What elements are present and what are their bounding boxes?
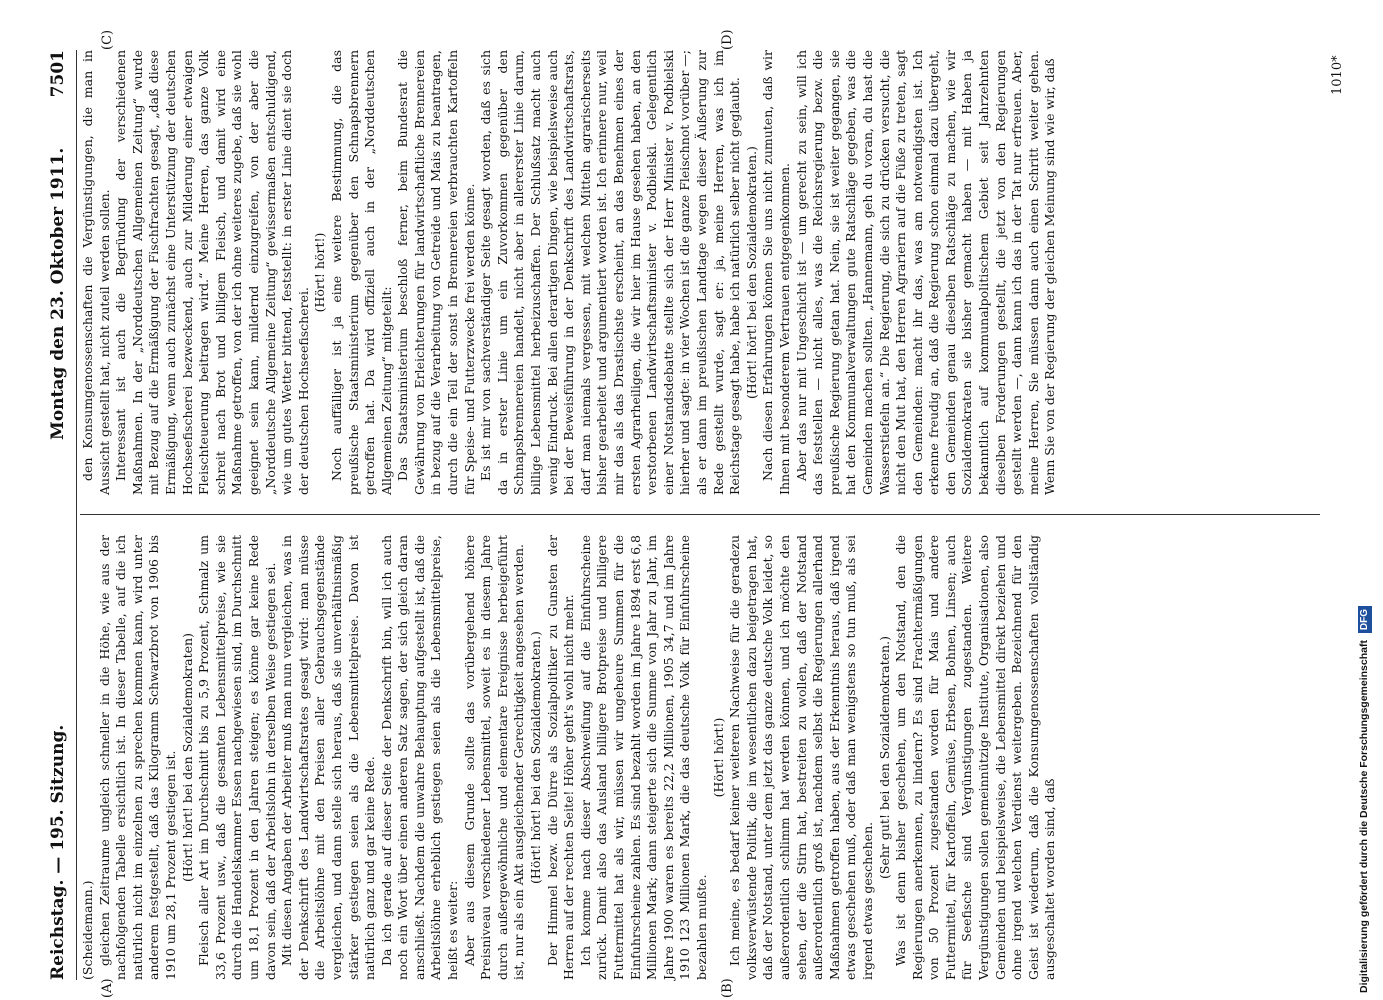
interjection: (Hört! hört!) [312,232,328,313]
header-rule [76,50,77,980]
paragraph: Was ist denn bisher geschehen, um den Notstand, den die Regierungen anerkennen, zu lindern? Es sind Frachtermäßigungen von 50 Prozent zugestanden worden für Mais und andere Futtermittel, für Kartoffeln, Gemüse, Erbsen, Bohnen, Linsen; auch für Seefische sind Vergünstigungen zugestanden. Weitere Vergünstigungen sollen gemeinnützige Institute, Organisationen, also Gemeinden und beispielsweise, die Lebensmittel direkt beziehen und ohne irgend welchen Verdienst weitergeben. Bezeichnend für den Geist ist wiederum, daß die Konsumgenossenschaften vollständig ausgeschaltet worden sind, daß [893,535,1058,980]
paragraph: Der Himmel bezw. die Dürre als Sozialpolitiker zu Gunsten der Herren auf der rechten Seite! Höher geht's wohl nicht mehr. [544,535,577,980]
paragraph: Ich meine, es bedarf keiner weiteren Nachweise für die geradezu volksverwüstende Politik, die im wesentlichen dazu beigetragen hat, daß der Notstand, unter dem jetzt das ganze deutsche Volk leidet, so außerordentlich schlimm hat werden können, und ich möchte den sehen, der die Stirn hat, bestreiten zu wollen, daß der Notstand außerordentlich groß ist, nachdem selbst die Regierungen allerhand Maßnahmen getroffen haben, aus der Erkenntnis heraus, daß irgend etwas geschehen muß, oder daß man wenigstens so tun muß, als sei irgend etwas geschehen. [727,535,875,980]
margin-letter-d: (D) [720,29,735,50]
margin-letter-a: (A) [100,978,115,998]
paragraph: Fleisch aller Art im Durchschnitt bis zu 5,9 Prozent, Schmalz um 33,6 Prozent usw., daß die gesamten Lebensmittelpreise, wie sie durch die Handelskammer Essen nachgewiesen sind, im Durchschnitt um 18,1 Prozent in den Jahren steigen; es könne gar keine Rede davon sein, daß der Arbeitslohn in derselben Weise gestiegen sei. [196,535,278,980]
margin-letter-c: (C) [100,29,115,50]
digitization-note [1352,8,1376,993]
paragraph: Ich komme nach dieser Abschweifung auf die Einfuhrscheine zurück. Damit also das Ausland billigere Brotpreise und billigere Futtermittel hat als wir, müssen wir ungeheure Summen für die Einfuhrscheine zahlen. Es sind bezahlt worden im Jahre 1894 erst 6,8 Millionen Mark; dann steigerte sich die Summe von Jahr zu Jahr, im Jahre 1900 waren es bereits 22,2 Millionen, 1905 34,7 und im Jahre 1910 123 Millionen Mark, die das deutsche Volk für Einfuhrscheine bezahlen mußte. [577,535,709,980]
digitization-text: Digitalisierung gefördert durch die Deutsche Forschungsgemeinschaft [1358,640,1370,993]
page-reference: 1010* [1330,55,1345,95]
page-number: 7501 [48,50,68,98]
speaker-name: (Scheidemann.) [80,880,95,980]
page-header [48,50,76,980]
paragraph: Interessant ist auch die Begründung der verschiedenen Maßnahmen. In der „Norddeutschen Allgemeinen Zeitung“ wurde mit Bezug auf die Ermäßigung der Fischfrachten gesagt, „daß diese Ermäßigung, wenn auch zunächst eine Unterstützung der deutschen Hochseefischerei bezweckend, auch zur Milderung einer etwaigen Fleischteuerung beitragen wird.“ Meine Herren, das ganze Volk schreit nach Brot und billigem Fleisch, und damit wird eine Maßnahme getroffen, von der ich ohne weiteres zugebe, daß sie wohl geeignet sein kann, mildernd einzugreifen, von der aber die „Norddeutsche Allgemeine Zeitung“ gewissermaßen entschuldigend, wie um gutes Wetter bittend, feststellt: in erster Linie dient sie doch der deutschen Hochseefischerei. [113,50,311,495]
paragraph: Nach diesen Erfahrungen können Sie uns nicht zumuten, daß wir Ihnen mit besonderem Vertrauen entgegenkommen. [760,50,792,495]
interjection: (Hört! hört!) [710,717,726,798]
column-divider [80,514,1320,515]
interjection: (Hört! hört! bei den Sozialdemokraten) [179,633,195,882]
paragraph: Es ist mir von sachverständiger Seite gesagt worden, daß es sich da in erster Linie um ein Zuvorkommen gegenüber den Schnapsbrennereien handelt, nicht aber in allererster Linie darum, billige Lebensmittel herbeizuschaffen. Der Schlußsatz macht auch wenig Eindruck. Bei allen derartigen Dingen, wie beispielsweise auch bei der Beweisführung in der Denkschrift des Landwirtschaftsrats, darf man niemals vergessen, mit welchen Mitteln agrarischerseits bisher gearbeitet und argumentiert worden ist. Ich erinnere nur, weil mir das als das Drastischste erscheint, an das Benehmen eines der ersten Agrarheiligen, die wir hier im Hause gesehen haben, an den verstorbenen Landwirtschaftsminister v. Podbielski. Gelegentlich einer Notstandsdebatte stellte sich der Herr Minister v. Podbielski hierher und sagte: in vier Wochen ist die ganze Fleischnot vorüber —; als er dann im preußischen Landtage wegen dieser Äußerung zur Rede gestellt wurde, sagt er: ja, meine Herren, was ich im Reichstage gesagt habe, habe ich natürlich selber nicht geglaubt. [478,50,743,495]
dfg-logo: DFG [1358,606,1372,633]
paragraph: Das Staatsministerium beschloß ferner, beim Bundesrat die Gewährung von Erleichterungen für landwirtschaftliche Brennereien in bezug auf die Verarbeitung von Getreide und Mais zu beantragen, durch die ein Teil der sonst in Brennereien verbrauchten Kartoffeln für Speise- und Futterzwecke frei werden könne. [395,50,477,495]
text-column-right [80,50,1059,495]
margin-letter-b: (B) [720,978,735,998]
interjection: (Hört! hört! bei den Sozialdemokraten.) [743,146,759,399]
paragraph: Aber aus diesem Grunde sollte das vorübergehend höhere Preisniveau verschiedener Lebensmittel, soweit es in diesem Jahre durch außergewöhnliche und elementare Ereignisse herbeigeführt ist, nur als ein Akt ausgleichender Gerechtigkeit angesehen werden. [461,535,527,980]
interjection: (Hört! hört! bei den Sozialdemokraten.) [528,631,544,884]
paragraph: Mit diesen Angaben der Arbeiter muß man nun vergleichen, was in der Denkschrift des Landwirtschaftsrates gesagt wird: man müsse die Arbeitslöhne mit den Preisen aller Gebrauchsgegenstände vergleichen, und dann stelle sich heraus, daß sie unverhältnismäßig stärker gestiegen seien als die Lebensmittelpreise. Davon ist natürlich ganz und gar keine Rede. [279,535,378,980]
paragraph: Aber das nur mit Ungeschicht ist — um gerecht zu sein, will ich das feststellen — nicht alles, was die Reichsregierung bezw. die preußische Regierung getan hat. Nein, sie ist weiter gegangen, sie hat den Kommunalverwaltungen gute Ratschläge gegeben, was die Gemeinden machen sollten. „Hannemann, geh du voran, du hast die Wasserstiefeln an.“ Die Regierung, die sich zu drücken versucht, die nicht den Mut hat, den Herren Agrariern auf die Füße zu treten, sagt den Gemeinden: macht ihr das, was am notwendigsten ist. Ich erkenne freudig an, daß die Regierung schon einmal dazu übergeht, den Gemeinden genau dieselben Ratschläge zu machen, wie wir Sozialdemokraten sie bisher gemacht haben — mit Haben ja bekanntlich auf kommunalpolitischem Gebiet seit Jahrzehnten dieselben Forderungen gestellt, die jetzt von den Regierungen gestellt werden —, dann kann ich das in der Tat nur erfreuen. Aber, meine Herren, Sie müssen dann auch einen Schritt weiter gehen. Wenn Sie von der Regierung der gleichen Meinung sind wie wir, daß [793,50,1058,495]
text-column-left [80,535,1059,980]
interjection: (Sehr gut! bei den Sozialdemokraten.) [876,636,892,879]
paragraph: gleichen Zeitraume ungleich schneller in die Höhe, wie aus der nachfolgenden Tabelle ersichtlich ist. In dieser Tabelle, auf die ich natürlich nicht im einzelnen zu sprechen kommen kann, wird unter anderem festgestellt, daß das Kilogramm Schwarzbrot von 1906 bis 1910 um 28,1 Prozent gestiegen ist. [96,535,178,980]
paragraph: Da ich gerade auf dieser Seite der Denkschrift bin, will ich auch noch ein Wort über einen anderen Satz sagen, der sich gleich daran anschließt. Nachdem die unwahre Behauptung aufgestellt ist, daß die Arbeitslöhne erheblich gestiegen seien als die Lebensmittelpreise, heißt es weiter: [378,535,461,980]
paragraph: Noch auffälliger ist ja eine weitere Bestimmung, die das preußische Staatsministerium gegenüber den Schnapsbrennern getroffen hat. Da wird offiziell auch in der „Norddeutschen Allgemeinen Zeitung“ mitgeteilt: [328,50,394,495]
header-left: Reichstag. — 195. Sitzung. [48,724,68,980]
paragraph: den Konsumgenossenschaften die Vergünstigungen, die man in Aussicht gestellt hat, nicht zuteil werden sollen. [80,50,112,495]
header-date: Montag den 23. Oktober 1911. [48,147,68,440]
rotated-content [40,30,1350,1000]
